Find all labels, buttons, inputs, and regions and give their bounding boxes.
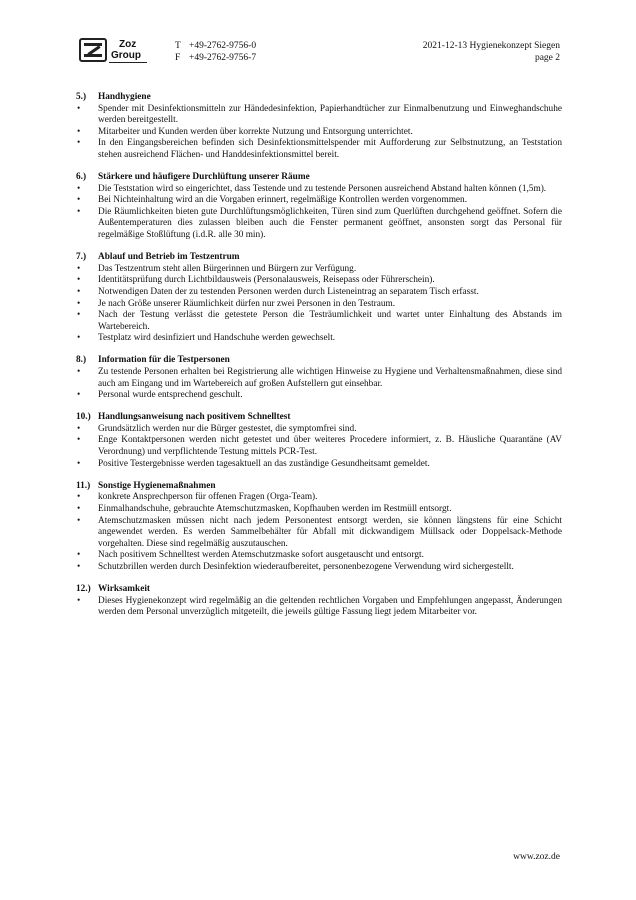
fax-label: F — [175, 53, 181, 63]
logo-text-zoz: Zoz — [119, 39, 137, 50]
list-item: • Testplatz wird desinfiziert und Handschuhe werden gewechselt. — [76, 333, 562, 345]
document-body — [76, 92, 562, 629]
bullet-list — [76, 264, 562, 345]
list-item: • Bei Nichteinhaltung wird an die Vorgaben erinnert, regelmäßige Kontrollen werden vorgenommen. — [76, 195, 562, 207]
list-item: • Grundsätzlich werden nur die Bürger gestestet, die symptomfrei sind. — [76, 424, 562, 436]
list-item: • Personal wurde entsprechend geschult. — [76, 390, 562, 402]
section — [76, 355, 562, 401]
section-heading — [76, 355, 562, 367]
section — [76, 252, 562, 345]
list-item: • Identitätsprüfung durch Lichtbildausweis (Personalausweis, Reisepass oder Führerschein). — [76, 275, 562, 287]
list-item: • Enge Kontaktpersonen werden nicht getestet und über weiteres Procedere informiert, z. B. Häusliche Quarantäne (AV Verordnung) und verpflichtende Testung mittels PCR-Test. — [76, 435, 562, 458]
list-item: • Die Räumlichkeiten bieten gute Durchlüftungsmöglichkeiten, Türen sind zum Querlüften durchgehend geöffnet. Sofern die Außentemperaturen dies zulassen bleiben auch die Fenster permanent geöffnet, ansonsten sorgt das Personal für regelmäßige Stoßlüftung (i.d.R. alle 30 min). — [76, 207, 562, 242]
section-heading — [76, 92, 562, 104]
list-item: • Je nach Größe unserer Räumlichkeit dürfen nur zwei Personen in den Testraum. — [76, 299, 562, 311]
bullet-list — [76, 104, 562, 162]
list-item: • Zu testende Personen erhalten bei Registrierung alle wichtigen Hinweise zu Hygiene und Verhaltensmaßnahmen, diese sind auch am Eingang und im Wartebereich auf großen Aufstellern gut einsehbar. — [76, 367, 562, 390]
section — [76, 172, 562, 242]
list-item: • Nach positivem Schnelltest werden Atemschutzmaske sofort ausgetauscht und entsorgt. — [76, 550, 562, 562]
section-number: 10.) — [76, 412, 91, 423]
section — [76, 481, 562, 574]
phone-label: T — [175, 41, 181, 51]
section-heading — [76, 172, 562, 184]
list-item: • Dieses Hygienekonzept wird regelmäßig an die geltenden rechtlichen Vorgaben und Empfehlungen angepasst, Änderungen werden dem Personal unverzüglich mitgeteilt, die jeweils gültige Fassung liegt jedem Mitarbeiter vor. — [76, 596, 562, 619]
list-item: • In den Eingangsbereichen befinden sich Desinfektionsmittelspender mit Aufforderung zur Selbstnutzung, an Teststation stehen ausreichend Flächen- und Handdesinfektionsmittel bereit. — [76, 138, 562, 161]
section-title: Handhygiene — [98, 92, 151, 102]
section-number: 5.) — [76, 92, 87, 102]
fax-number: +49-2762-9756-7 — [189, 53, 257, 63]
bullet-list — [76, 367, 562, 402]
list-item: • Das Testzentrum steht allen Bürgerinnen und Bürgern zur Verfügung. — [76, 264, 562, 276]
section-number: 6.) — [76, 172, 87, 183]
bullet-list — [76, 184, 562, 242]
list-item: • Schutzbrillen werden durch Desinfektion wiederaufbereitet, personenbezogene Verwendung wird sichergestellt. — [76, 562, 562, 574]
zoz-logo-icon — [79, 38, 107, 62]
section-title: Ablauf und Betrieb im Testzentrum — [98, 252, 240, 263]
section-heading — [76, 584, 562, 596]
section-title: Sonstige Hygienemaßnahmen — [98, 480, 216, 491]
page-number: page 2 — [534, 53, 560, 63]
section-heading — [76, 412, 562, 424]
list-item: • Spender mit Desinfektionsmitteln zur Händedesinfektion, Papierhandtücher zur Einmalbenutzung und Einweghandschuhe werden bereitgestellt. — [76, 104, 562, 127]
section-number: 8.) — [76, 355, 87, 366]
bullet-list — [76, 424, 562, 470]
document-header — [423, 40, 560, 64]
footer-url[interactable]: www.zoz.de — [513, 852, 560, 862]
list-item: • konkrete Ansprechperson für offenen Fragen (Orga-Team). — [76, 492, 562, 504]
phone-number: +49-2762-9756-0 — [189, 41, 257, 51]
section-number: 7.) — [76, 252, 87, 263]
bullet-list — [76, 492, 562, 573]
list-item: • Die Teststation wird so eingerichtet, dass Testende und zu testende Personen ausreichend Abstand halten können (1,5m). — [76, 184, 562, 196]
list-item: • Positive Testergebnisse werden tagesaktuell an das zuständige Gesundheitsamt gemeldet. — [76, 459, 562, 471]
company-logo — [79, 38, 149, 64]
document-title: 2021-12-13 Hygienekonzept Siegen — [422, 41, 560, 51]
list-item: • Nach der Testung verlässt die getestete Person die Testräumlichkeit und wartet unter Einhaltung des Abstands im Wartebereich. — [76, 310, 562, 333]
section-title: Handlungsanweisung nach positivem Schnelltest — [98, 412, 291, 423]
section-number: 11.) — [76, 480, 91, 491]
list-item: • Einmalhandschuhe, gebrauchte Atemschutzmasken, Kopfhauben werden im Restmüll entsorgt. — [76, 504, 562, 516]
section-number: 12.) — [76, 583, 91, 594]
list-item: • Atemschutzmasken müssen nicht nach jedem Personentest entsorgt werden, sie können längstens für eine Schicht angewendet werden. Es werden Sammelbehälter für Abfall mit dickwandigem Müllsack oder Doppelsack-Methode vorgehalten. Diese sind regelmäßig auszutauschen. — [76, 516, 562, 551]
section — [76, 412, 562, 470]
contact-block — [175, 40, 256, 64]
list-item: • Notwendigen Daten der zu testenden Personen werden durch Listeneintrag an separatem Tisch erfasst. — [76, 287, 562, 299]
section-title: Information für die Testpersonen — [98, 355, 230, 366]
section — [76, 92, 562, 162]
list-item: • Mitarbeiter und Kunden werden über korrekte Nutzung und Entsorgung unterrichtet. — [76, 127, 562, 139]
section — [76, 584, 562, 619]
logo-text-group: Group — [111, 50, 141, 61]
section-heading — [76, 481, 562, 493]
section-heading — [76, 252, 562, 264]
section-title: Wirksamkeit — [98, 583, 150, 594]
section-title: Stärkere und häufigere Durchlüftung unserer Räume — [98, 172, 310, 183]
bullet-list — [76, 596, 562, 619]
